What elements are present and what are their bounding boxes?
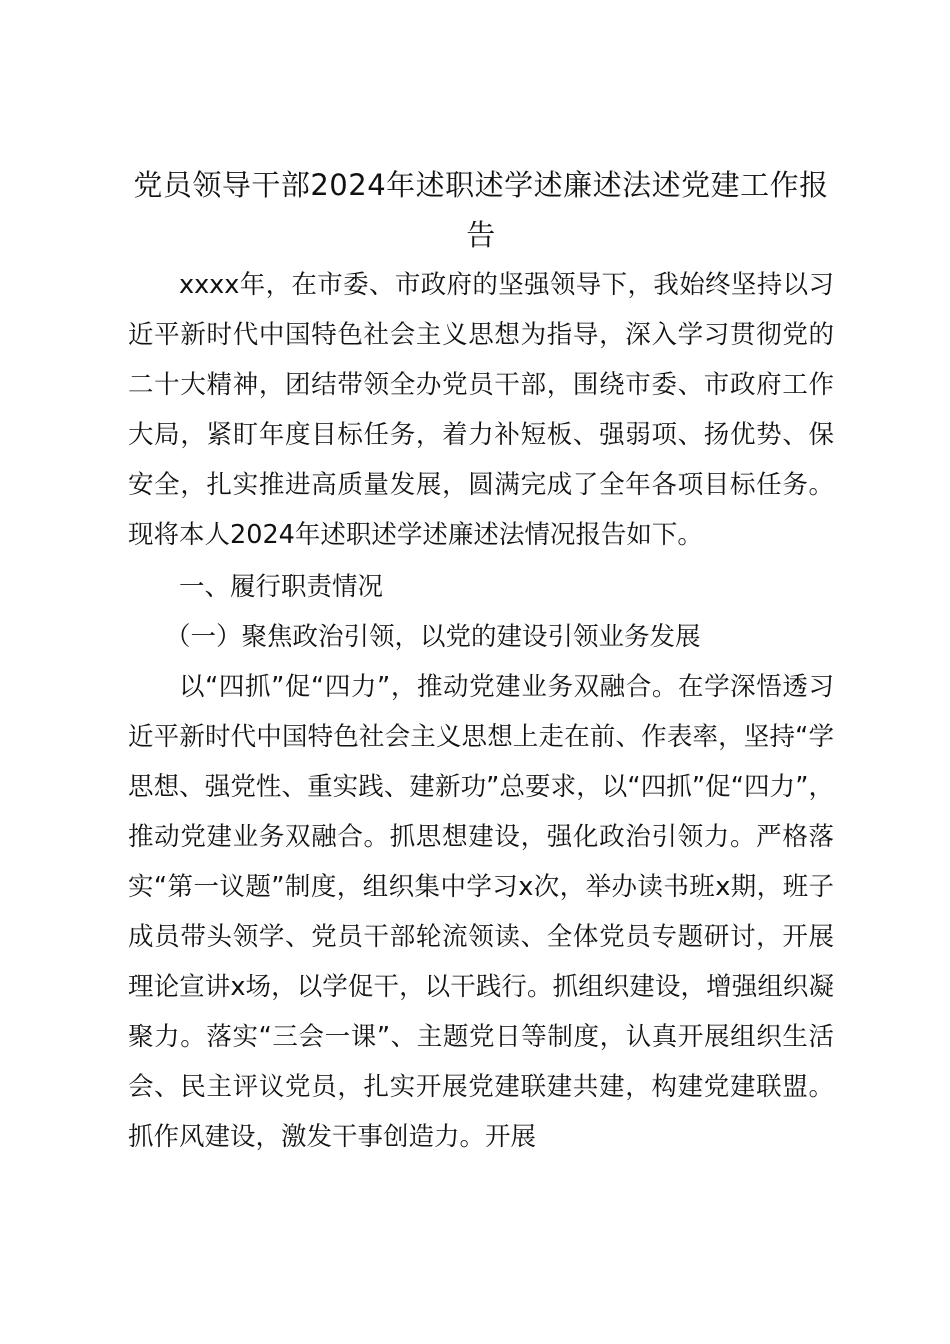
document-content (128, 160, 834, 1162)
document-title: 党员领导干部2024年述职述学述廉述法述党建工作报告 (133, 168, 829, 252)
body-paragraph: 以“四抓”促“四力”，推动党建业务双融合。在学深悟透习近平新时代中国特色社会主义思想上走在前、作表率，坚持“学思想、强党性、重实践、建新功”总要求，以“四抓”促“四力”，推动党建业务双融合。抓思想建设，强化政治引领力。严格落实“第一议题”制度，组织集中学习x次，举办读书班x期，班子成员带头领学、党员干部轮流领读、全体党员专题研讨，开展理论宣讲x场，以学促干，以干践行。抓组织建设，增强组织凝聚力。落实“三会一课”、主题党日等制度，认真开展组织生活会、民主评议党员，扎实开展党建联建共建，构建党建联盟。抓作风建设，激发干事创造力。开展 (128, 672, 834, 1152)
subsection-heading-1: （一）聚焦政治引领，以党的建设引领业务发展 (164, 622, 701, 652)
intro-paragraph: xxxx年，在市委、市政府的坚强领导下，我始终坚持以习近平新时代中国特色社会主义思想为指导，深入学习贯彻党的二十大精神，团结带领全办党员干部，围绕市委、市政府工作大局，紧盯年度目标任务，着力补短板、强弱项、扬优势、保安全，扎实推进高质量发展，圆满完成了全年各项目标任务。现将本人2024年述职述学述廉述法情况报告如下。 (128, 270, 834, 550)
section-heading-1: 一、履行职责情况 (179, 572, 384, 602)
